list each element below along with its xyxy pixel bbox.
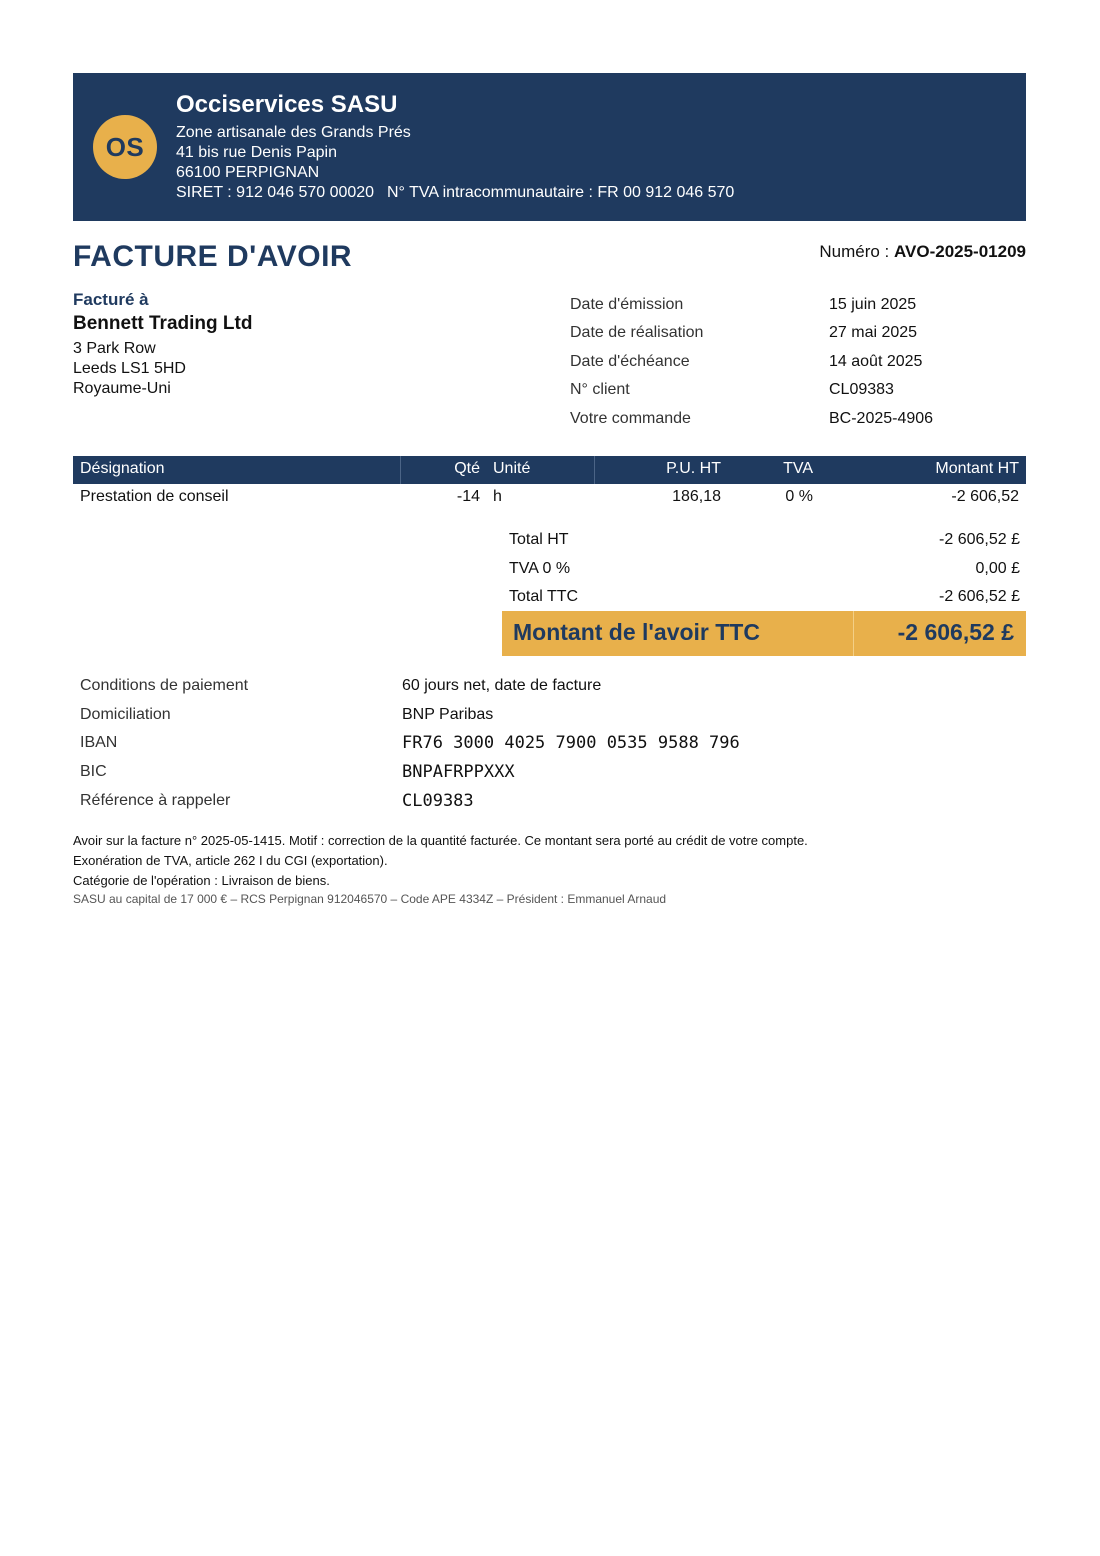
header-divider	[400, 456, 401, 484]
meta-label-order: Votre commande	[570, 410, 691, 427]
header-divider	[594, 456, 595, 484]
column-header-unit: Unité	[493, 460, 531, 477]
company-address-line-1: Zone artisanale des Grands Prés	[176, 124, 411, 141]
payment-terms-value: 60 jours net, date de facture	[402, 677, 602, 694]
document-title: FACTURE D'AVOIR	[73, 240, 353, 273]
client-address-line-1: 3 Park Row	[73, 340, 156, 357]
cell-qty: -14	[456, 488, 480, 505]
company-vat-number: N° TVA intracommunautaire : FR 00 912 046 570	[387, 184, 735, 201]
total-ht-label: Total HT	[509, 531, 569, 548]
meta-value-completion-date: 27 mai 2025	[829, 324, 918, 341]
grand-total-value: -2 606,52 £	[897, 619, 1014, 645]
meta-value-due-date: 14 août 2025	[829, 353, 923, 370]
meta-label-client-number: N° client	[570, 381, 630, 398]
meta-label-completion-date: Date de réalisation	[570, 324, 704, 341]
meta-label-due-date: Date d'échéance	[570, 353, 690, 370]
document-number	[819, 242, 1026, 262]
cell-vat: 0 %	[785, 488, 813, 505]
bic-value: BNPAFRPPXXX	[402, 762, 515, 782]
legal-footer: SASU au capital de 17 000 € – RCS Perpignan 912046570 – Code APE 4334Z – Président : Emmanuel Arnaud	[73, 892, 667, 906]
bic-label: BIC	[80, 763, 107, 780]
client-name: Bennett Trading Ltd	[73, 313, 253, 334]
company-siret: SIRET : 912 046 570 00020	[176, 184, 375, 201]
iban-label: IBAN	[80, 734, 118, 751]
note-credit-reason: Avoir sur la facture n° 2025-05-1415. Motif : correction de la quantité facturée. Ce montant sera porté au crédit de votre compte.	[73, 833, 808, 848]
document-number-value: AVO-2025-01209	[894, 242, 1026, 261]
grand-total-divider	[853, 611, 854, 656]
column-header-designation: Désignation	[80, 460, 165, 477]
meta-label-issue-date: Date d'émission	[570, 296, 684, 313]
company-name: Occiservices SASU	[176, 91, 398, 118]
company-address-line-2: 41 bis rue Denis Papin	[176, 144, 337, 161]
reference-label: Référence à rappeler	[80, 792, 231, 809]
meta-value-client-number: CL09383	[829, 381, 894, 398]
column-header-vat: TVA	[783, 460, 813, 477]
cell-designation: Prestation de conseil	[80, 488, 229, 505]
iban-value: FR76 3000 4025 7900 0535 9588 796	[402, 733, 740, 753]
client-address-line-2: Leeds LS1 5HD	[73, 360, 186, 377]
total-ttc-label: Total TTC	[509, 588, 579, 605]
bank-label: Domiciliation	[80, 706, 171, 723]
total-vat-value: 0,00 £	[975, 560, 1020, 577]
total-vat-label: TVA 0 %	[509, 560, 571, 577]
grand-total-label: Montant de l'avoir TTC	[513, 619, 760, 645]
cell-unit-price: 186,18	[672, 488, 721, 505]
document-number-label: Numéro :	[819, 242, 894, 261]
bank-value: BNP Paribas	[402, 706, 494, 723]
cell-unit: h	[493, 488, 502, 505]
column-header-qty: Qté	[454, 460, 480, 477]
billed-to-label: Facturé à	[73, 290, 149, 309]
payment-terms-label: Conditions de paiement	[80, 677, 249, 694]
reference-value: CL09383	[402, 791, 474, 811]
company-logo: OS	[93, 115, 157, 179]
column-header-unit-price: P.U. HT	[666, 460, 721, 477]
client-address-line-3: Royaume-Uni	[73, 380, 171, 397]
meta-value-issue-date: 15 juin 2025	[829, 296, 917, 313]
total-ht-value: -2 606,52 £	[939, 531, 1020, 548]
column-header-amount: Montant HT	[935, 460, 1019, 477]
company-address-line-3: 66100 PERPIGNAN	[176, 164, 320, 181]
meta-value-order: BC-2025-4906	[829, 410, 934, 427]
total-ttc-value: -2 606,52 £	[939, 588, 1020, 605]
note-operation-category: Catégorie de l'opération : Livraison de biens.	[73, 873, 330, 888]
items-table-header	[73, 456, 1026, 484]
note-vat-exemption: Exonération de TVA, article 262 I du CGI (exportation).	[73, 853, 388, 868]
cell-amount: -2 606,52	[951, 488, 1019, 505]
